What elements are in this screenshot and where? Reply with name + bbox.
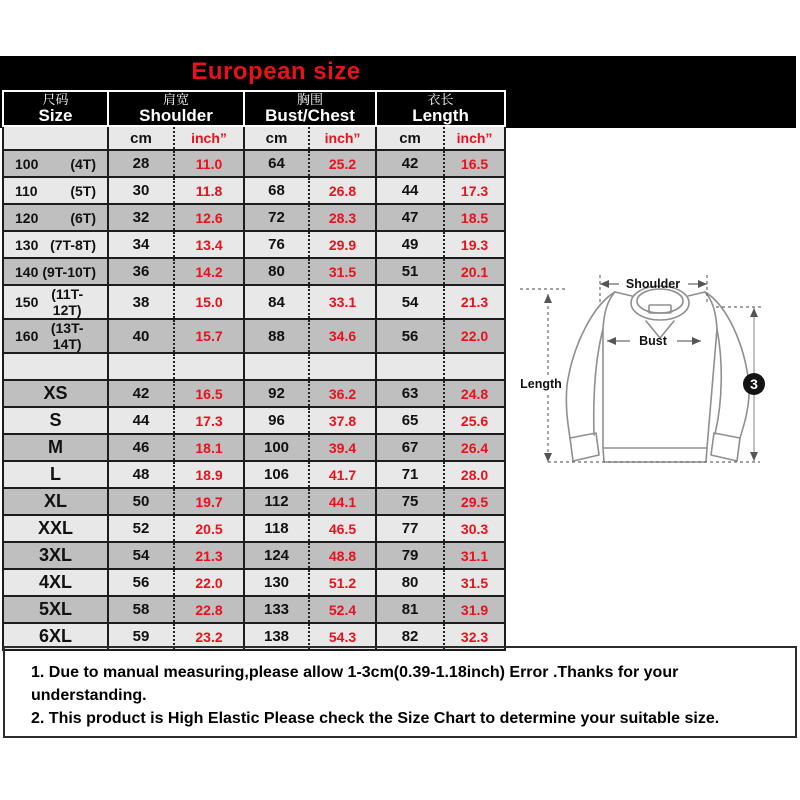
cm-value: 82: [376, 623, 444, 650]
size-row-3XL: [3, 542, 505, 569]
inch-value: 39.4: [309, 434, 376, 461]
size-row-120: [3, 204, 505, 231]
size-row-110: [3, 177, 505, 204]
cm-value: 54: [108, 542, 174, 569]
size-cell: [3, 380, 108, 407]
size-age: (6T): [70, 209, 96, 226]
header-row: [3, 91, 505, 126]
size-cell: [3, 319, 108, 353]
cm-value: 44: [108, 407, 174, 434]
inch-value: 31.5: [309, 258, 376, 285]
cm-value: [376, 353, 444, 380]
size-label: M: [48, 437, 63, 457]
size-cell: [3, 177, 108, 204]
size-label: L: [50, 464, 61, 484]
cm-value: 65: [376, 407, 444, 434]
cm-value: 64: [244, 150, 309, 177]
inch-value: [174, 353, 244, 380]
cm-value: 77: [376, 515, 444, 542]
unit-cm: cm: [376, 126, 444, 150]
inch-value: 23.2: [174, 623, 244, 650]
size-label: 4XL: [38, 572, 72, 592]
size-label: XS: [43, 383, 68, 403]
size-row-130: [3, 231, 505, 258]
cm-value: 138: [244, 623, 309, 650]
inch-value: 28.3: [309, 204, 376, 231]
size-age: (4T): [70, 155, 96, 172]
inch-value: 22.8: [174, 596, 244, 623]
size-label: 5XL: [38, 599, 72, 619]
cm-value: 51: [376, 258, 444, 285]
inch-value: 13.4: [174, 231, 244, 258]
size-row-140: [3, 258, 505, 285]
unit-inch: inch”: [309, 126, 376, 150]
unit-corner-cell: [3, 126, 108, 150]
size-cell: [3, 542, 108, 569]
inch-value: 34.6: [309, 319, 376, 353]
inch-value: 28.0: [444, 461, 505, 488]
shoulder-dimension-arrow-icon: [600, 275, 707, 303]
right-length-arrow-icon: [548, 307, 762, 462]
cm-value: 44: [376, 177, 444, 204]
cm-value: 72: [244, 204, 309, 231]
size-table-body: [3, 150, 505, 650]
inch-value: 21.3: [444, 285, 505, 319]
size-row-150: [3, 285, 505, 319]
size-label: XL: [43, 491, 67, 511]
note-line-1: 1. Due to manual measuring,please allow 1-3cm(0.39-1.18inch) Error .Thanks for your understanding.: [31, 664, 679, 704]
cm-value: 76: [244, 231, 309, 258]
cm-value: 100: [244, 434, 309, 461]
size-cell: [3, 569, 108, 596]
cm-value: 56: [108, 569, 174, 596]
size-cell: [3, 231, 108, 258]
cm-value: 32: [108, 204, 174, 231]
inch-value: 52.4: [309, 596, 376, 623]
header-shoulder-zh: 肩宽: [163, 92, 190, 107]
inch-value: 11.8: [174, 177, 244, 204]
size-row-L: [3, 461, 505, 488]
size-row-M: [3, 434, 505, 461]
cm-value: 42: [376, 150, 444, 177]
inch-value: 31.1: [444, 542, 505, 569]
chart-title: European size: [191, 58, 361, 85]
inch-value: 41.7: [309, 461, 376, 488]
cm-value: 84: [244, 285, 309, 319]
size-cell: [3, 150, 108, 177]
header-size-en: Size: [38, 106, 73, 125]
cm-value: 50: [108, 488, 174, 515]
inch-value: 37.8: [309, 407, 376, 434]
inch-value: 31.5: [444, 569, 505, 596]
header-bust-en: Bust/Chest: [265, 106, 355, 125]
cm-value: [108, 353, 174, 380]
unit-cm: cm: [108, 126, 174, 150]
cm-value: 36: [108, 258, 174, 285]
inch-value: 24.8: [444, 380, 505, 407]
inch-value: 14.2: [174, 258, 244, 285]
size-number: 140: [15, 263, 39, 280]
cm-value: 47: [376, 204, 444, 231]
cm-value: 68: [244, 177, 309, 204]
size-number: 150: [15, 294, 39, 310]
cm-value: 49: [376, 231, 444, 258]
size-cell: [3, 488, 108, 515]
header-shoulder-en: Shoulder: [139, 106, 213, 125]
header-bust-zh: 胸围: [297, 92, 324, 107]
inch-value: 18.1: [174, 434, 244, 461]
cm-value: 28: [108, 150, 174, 177]
spacer-row: [3, 353, 505, 380]
cm-value: 106: [244, 461, 309, 488]
inch-value: 44.1: [309, 488, 376, 515]
cm-value: 80: [244, 258, 309, 285]
inch-value: 54.3: [309, 623, 376, 650]
header-size-zh: 尺码: [42, 92, 69, 107]
cm-value: 118: [244, 515, 309, 542]
header-bust: [244, 91, 376, 126]
cm-value: 42: [108, 380, 174, 407]
inch-value: [444, 353, 505, 380]
size-table: [2, 90, 506, 651]
cm-value: 56: [376, 319, 444, 353]
header-size: [3, 91, 108, 126]
inch-value: 15.0: [174, 285, 244, 319]
inch-value: 12.6: [174, 204, 244, 231]
size-row-160: [3, 319, 505, 353]
inch-value: [309, 353, 376, 380]
cm-value: 59: [108, 623, 174, 650]
inch-value: 22.0: [174, 569, 244, 596]
size-cell: [3, 461, 108, 488]
size-age: (11T-12T): [51, 286, 84, 318]
size-cell: [3, 353, 108, 380]
inch-value: 25.6: [444, 407, 505, 434]
badge-number: 3: [750, 376, 758, 392]
size-row-100: [3, 150, 505, 177]
size-row-5XL: [3, 596, 505, 623]
inch-value: 22.0: [444, 319, 505, 353]
size-age: (5T): [70, 182, 96, 199]
size-cell: [3, 515, 108, 542]
cm-value: 130: [244, 569, 309, 596]
length-dimension-arrow-icon: [517, 289, 566, 462]
cm-value: 48: [108, 461, 174, 488]
inch-value: 21.3: [174, 542, 244, 569]
cm-value: 63: [376, 380, 444, 407]
cm-value: 38: [108, 285, 174, 319]
size-label: 3XL: [38, 545, 72, 565]
size-age: (13T-14T): [50, 320, 84, 352]
inch-value: 25.2: [309, 150, 376, 177]
inch-value: 26.8: [309, 177, 376, 204]
cm-value: 30: [108, 177, 174, 204]
size-age: (7T-8T): [50, 236, 96, 253]
size-number: 120: [15, 209, 39, 226]
cm-value: 54: [376, 285, 444, 319]
size-number: 100: [15, 155, 39, 172]
size-row-XXL: [3, 515, 505, 542]
size-label: XXL: [37, 518, 73, 538]
cm-value: 46: [108, 434, 174, 461]
length-label: Length: [520, 377, 562, 391]
size-number: 160: [15, 328, 39, 344]
size-cell: [3, 596, 108, 623]
size-cell: [3, 434, 108, 461]
size-label: S: [49, 410, 62, 430]
size-cell: [3, 258, 108, 285]
inch-value: 16.5: [174, 380, 244, 407]
unit-inch: inch”: [444, 126, 505, 150]
cm-value: 67: [376, 434, 444, 461]
shoulder-label: Shoulder: [625, 277, 681, 291]
bust-dimension-arrow-icon: [607, 334, 701, 348]
inch-value: 26.4: [444, 434, 505, 461]
cm-value: 71: [376, 461, 444, 488]
cm-value: 112: [244, 488, 309, 515]
inch-value: 15.7: [174, 319, 244, 353]
inch-value: 29.9: [309, 231, 376, 258]
cm-value: 133: [244, 596, 309, 623]
cm-value: 88: [244, 319, 309, 353]
page-badge-3: [743, 373, 765, 395]
sweater-outline-icon: [566, 286, 749, 462]
cm-value: 75: [376, 488, 444, 515]
cm-value: 96: [244, 407, 309, 434]
garment-diagram: [515, 245, 800, 475]
cm-value: 52: [108, 515, 174, 542]
unit-cm: cm: [244, 126, 309, 150]
cm-value: 79: [376, 542, 444, 569]
note-line-2: 2. This product is High Elastic Please check the Size Chart to determine your suitable size.: [31, 710, 720, 727]
cm-value: 92: [244, 380, 309, 407]
cm-value: 124: [244, 542, 309, 569]
size-row-XS: [3, 380, 505, 407]
cm-value: [244, 353, 309, 380]
inch-value: 31.9: [444, 596, 505, 623]
inch-value: 51.2: [309, 569, 376, 596]
inch-value: 18.5: [444, 204, 505, 231]
size-number: 110: [15, 182, 38, 199]
header-length-en: Length: [412, 106, 469, 125]
cm-value: 40: [108, 319, 174, 353]
inch-value: 33.1: [309, 285, 376, 319]
inch-value: 20.5: [174, 515, 244, 542]
size-cell: [3, 204, 108, 231]
inch-value: 19.7: [174, 488, 244, 515]
cm-value: 80: [376, 569, 444, 596]
unit-inch: inch”: [174, 126, 244, 150]
inch-value: 17.3: [174, 407, 244, 434]
header-length-zh: 衣长: [427, 92, 454, 107]
inch-value: 30.3: [444, 515, 505, 542]
inch-value: 36.2: [309, 380, 376, 407]
size-cell: [3, 407, 108, 434]
size-label: 6XL: [38, 626, 72, 646]
inch-value: 46.5: [309, 515, 376, 542]
inch-value: 48.8: [309, 542, 376, 569]
notes-box: [3, 646, 797, 738]
cm-value: 34: [108, 231, 174, 258]
inch-value: 20.1: [444, 258, 505, 285]
size-number: 130: [15, 236, 39, 253]
inch-value: 18.9: [174, 461, 244, 488]
inch-value: 11.0: [174, 150, 244, 177]
cm-value: 58: [108, 596, 174, 623]
inch-value: 19.3: [444, 231, 505, 258]
size-row-XL: [3, 488, 505, 515]
bust-label: Bust: [639, 334, 667, 348]
size-cell: [3, 285, 108, 319]
size-row-S: [3, 407, 505, 434]
inch-value: 29.5: [444, 488, 505, 515]
header-shoulder: [108, 91, 244, 126]
inch-value: 17.3: [444, 177, 505, 204]
header-length: [376, 91, 505, 126]
unit-row: [3, 126, 505, 150]
cm-value: 81: [376, 596, 444, 623]
inch-value: 16.5: [444, 150, 505, 177]
inch-value: 32.3: [444, 623, 505, 650]
size-age: (9T-10T): [42, 263, 96, 280]
size-row-4XL: [3, 569, 505, 596]
